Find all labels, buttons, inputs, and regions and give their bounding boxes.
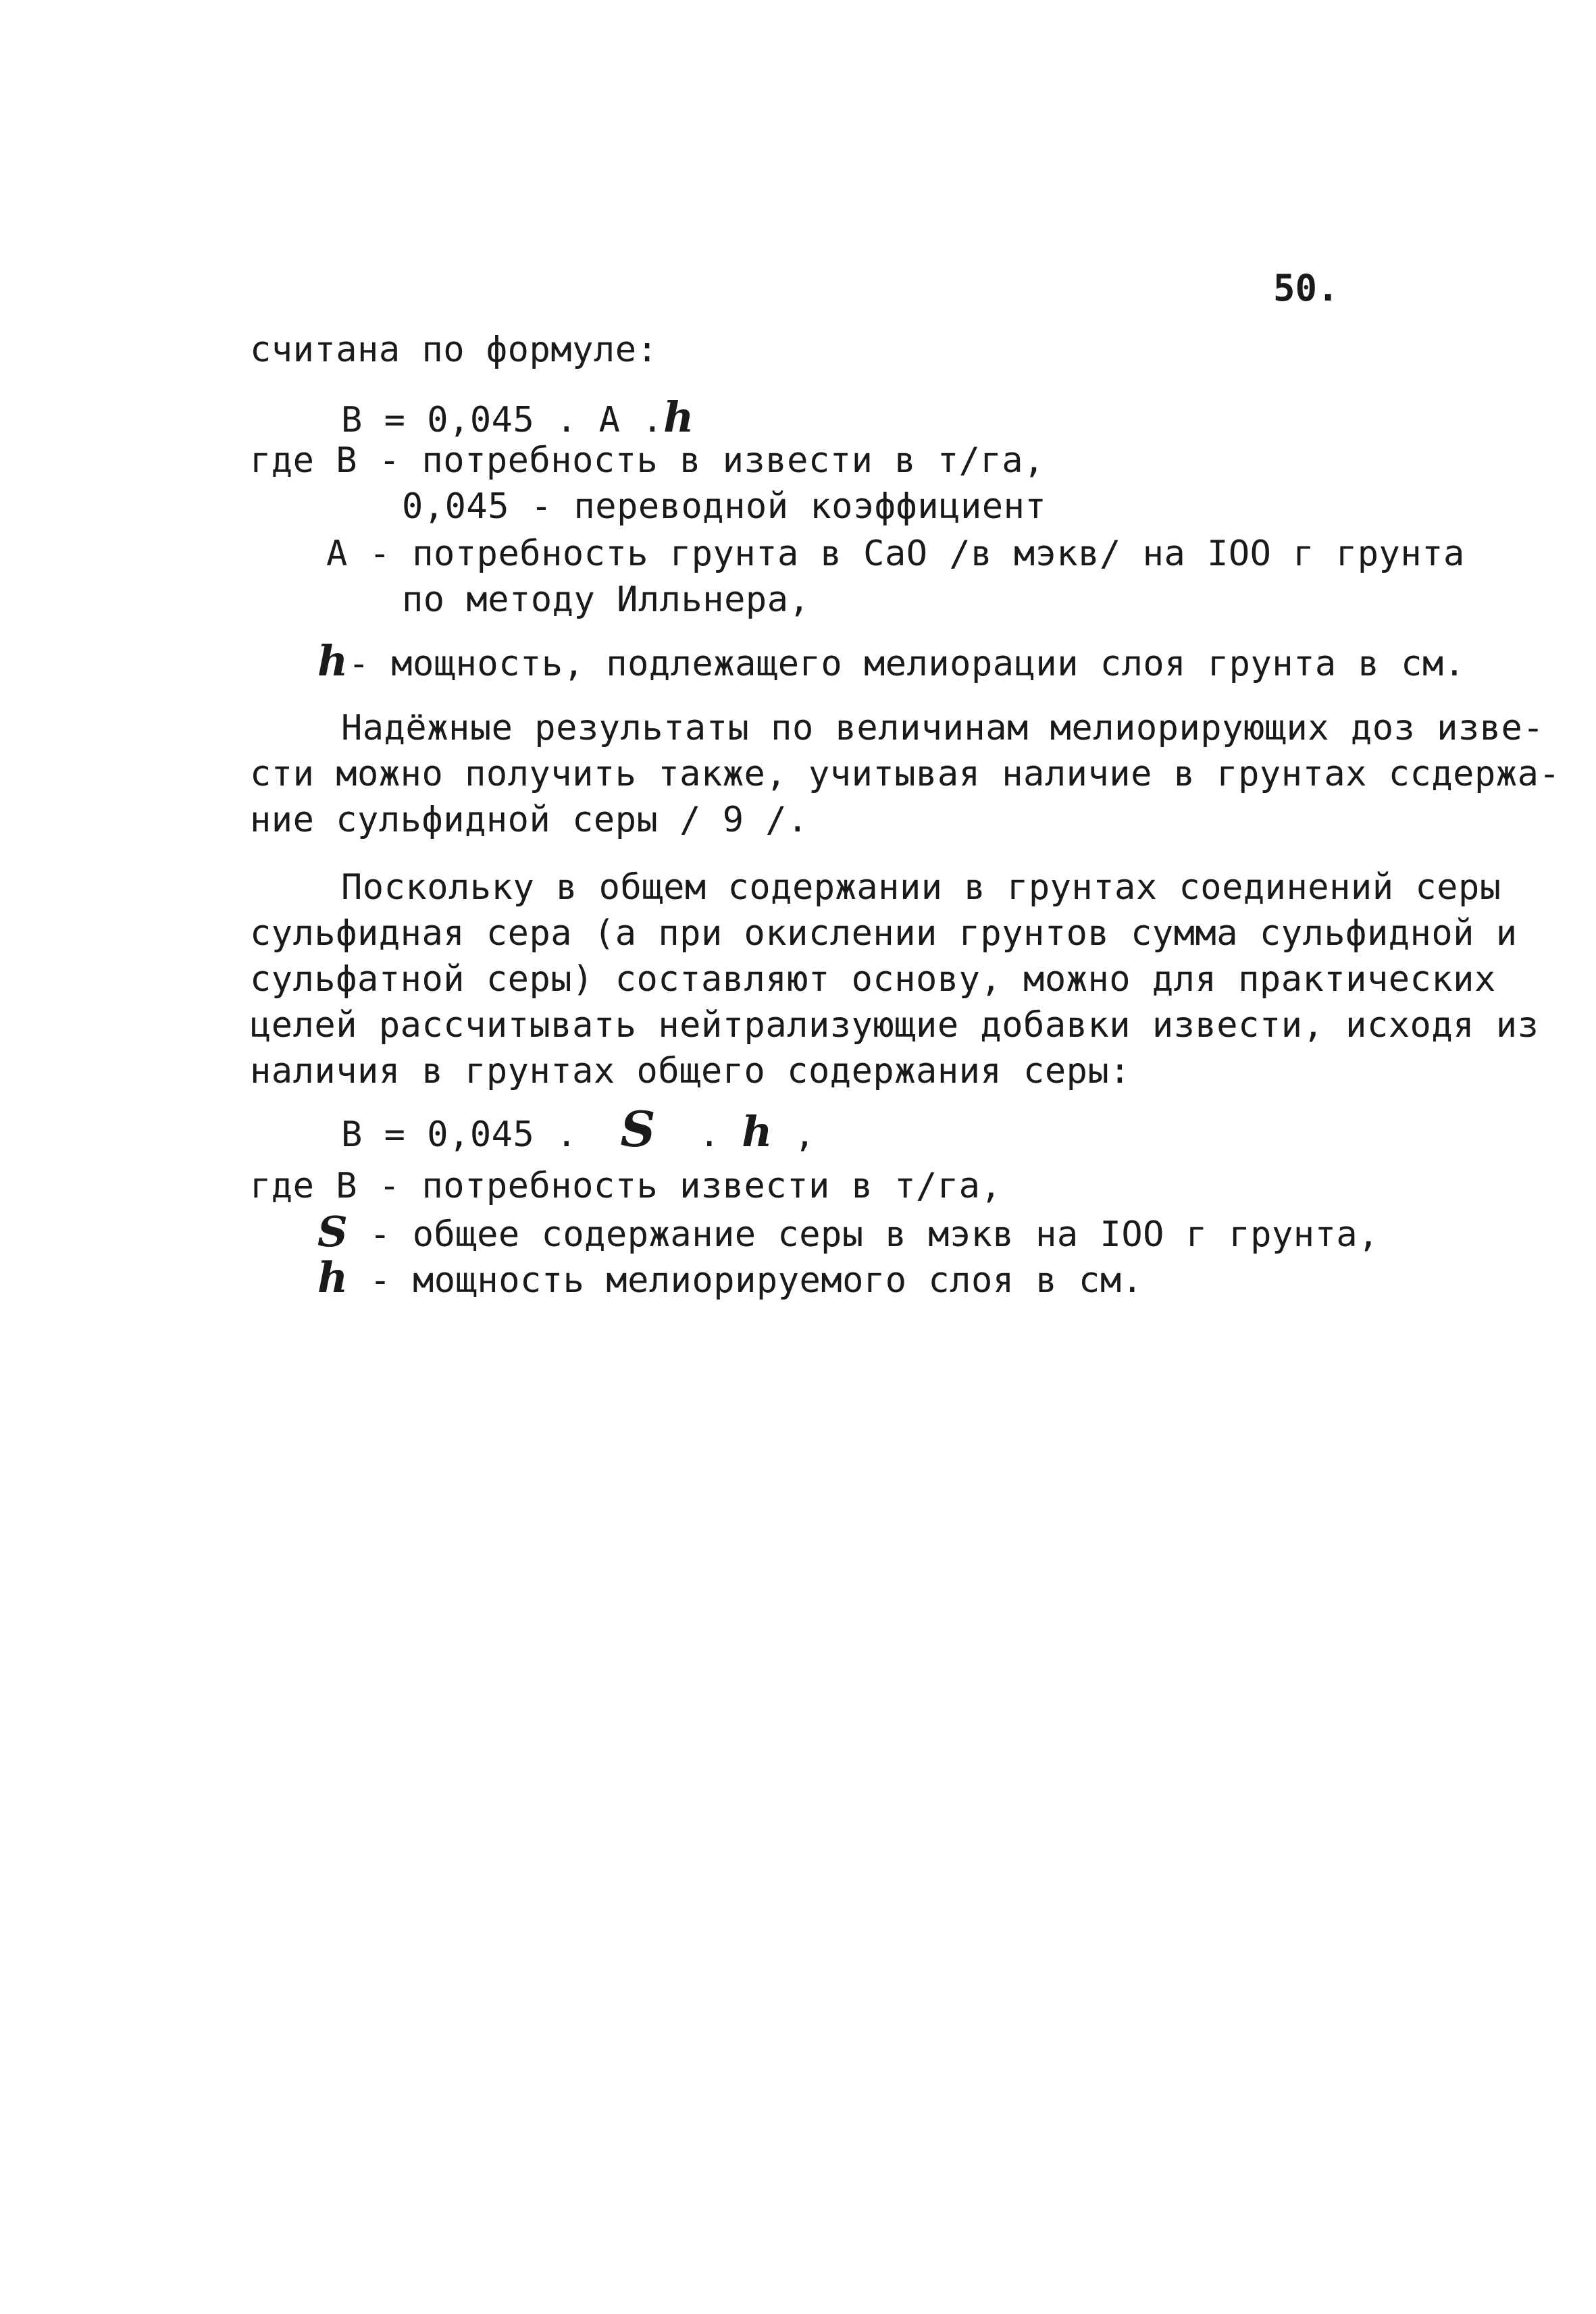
text-line: наличия в грунтах общего содержания серы: <box>250 1051 1131 1091</box>
formula-2-s-symbol: S <box>620 1100 656 1158</box>
definition-s-text: - общее содержание серы в мэкв на IOO г грунта, <box>369 1214 1380 1255</box>
definition-h-text: - мощность, подлежащего мелиорации слоя грунта в см. <box>348 644 1466 684</box>
text-line: сульфидная сера (а при окислении грунтов сумма сульфидной и <box>250 913 1518 954</box>
formula-1-h-symbol: h <box>663 392 694 442</box>
definition-h <box>317 636 1466 686</box>
formula-2-h-symbol: h <box>742 1107 773 1156</box>
text-line: считана по формуле: <box>250 330 659 370</box>
text-line: сти можно получить также, учитывая наличие в грунтах ссдержа- <box>250 754 1561 794</box>
formula-1-text: B = 0,045 . A . <box>341 400 664 440</box>
text-line: целей рассчитывать нейтрализующие добавки извести, исходя из <box>250 1005 1539 1046</box>
s-symbol: S <box>317 1207 349 1256</box>
formula-2-comma: , <box>794 1114 816 1155</box>
text-line: по методу Илльнера, <box>402 580 810 620</box>
text-line: 0,045 - переводной коэффициент <box>402 486 1047 527</box>
formula-1 <box>341 392 694 442</box>
text-line: A - потребность грунта в CaO /в мэкв/ на IOO г грунта <box>326 534 1465 574</box>
text-line: где B - потребность в извести в т/га, <box>250 440 1045 481</box>
text-line: Надёжные результаты по величинам мелиорирующих доз изве- <box>341 708 1545 748</box>
formula-2-text: B = 0,045 . <box>341 1114 577 1155</box>
definition-h-2-text: - мощность мелиорируемого слоя в см. <box>369 1260 1143 1301</box>
formula-2-dot: . <box>698 1114 721 1155</box>
definition-h-2 <box>317 1253 1143 1302</box>
h-symbol: h <box>317 1253 349 1302</box>
text-line: Поскольку в общем содержании в грунтах соединений серы <box>341 867 1501 908</box>
page-number: 50. <box>1273 267 1339 309</box>
formula-2 <box>341 1100 816 1158</box>
definition-s <box>317 1207 1380 1256</box>
text-line: сульфатной серы) составляют основу, можно для практических <box>250 959 1496 1000</box>
text-line: ние сульфидной серы / 9 /. <box>250 800 808 840</box>
h-symbol: h <box>317 636 349 686</box>
text-line: где B - потребность извести в т/га, <box>250 1166 1002 1206</box>
